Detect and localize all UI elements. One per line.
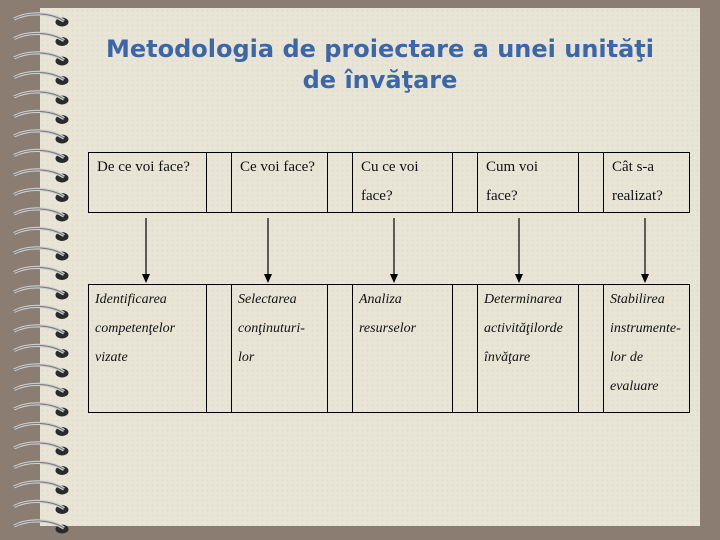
spacer-cell — [579, 153, 604, 213]
question-cell — [232, 153, 328, 213]
spacer-cell — [207, 153, 232, 213]
spacer-cell — [579, 285, 604, 413]
answers-table — [88, 284, 690, 413]
question-text: Cu ce voi face? — [361, 159, 419, 204]
question-text: De ce voi face? — [97, 159, 190, 175]
spacer-cell — [453, 153, 478, 213]
question-cell — [604, 153, 690, 213]
answer-cell — [89, 285, 207, 413]
slide-title — [90, 34, 670, 96]
answer-cell — [478, 285, 579, 413]
answer-text: Determinarea activităţilorde învăţare — [484, 292, 563, 365]
spacer-cell — [328, 285, 353, 413]
spacer-cell — [328, 153, 353, 213]
question-cell — [478, 153, 579, 213]
answer-text: Analiza resurselor — [359, 292, 417, 336]
answer-cell — [232, 285, 328, 413]
answer-text: Stabilirea instrumente- lor de evaluare — [610, 292, 681, 394]
answer-cell — [604, 285, 690, 413]
slide-title-line-2: de învăţare — [302, 66, 458, 94]
slide-title-line-1: Metodologia de proiectare a unei unităţi — [106, 35, 654, 63]
question-cell — [353, 153, 453, 213]
answer-cell — [353, 285, 453, 413]
answer-text: Identificarea competenţelor vizate — [95, 292, 176, 365]
answer-text: Selectarea conţinuturi- lor — [238, 292, 305, 365]
question-text: Ce voi face? — [240, 159, 315, 175]
question-text: Cât s-a realizat? — [612, 159, 663, 204]
question-cell — [89, 153, 207, 213]
question-text: Cum voi face? — [486, 159, 539, 204]
spiral-binding-icon — [0, 0, 90, 540]
spacer-cell — [453, 285, 478, 413]
questions-table — [88, 152, 690, 213]
spacer-cell — [207, 285, 232, 413]
